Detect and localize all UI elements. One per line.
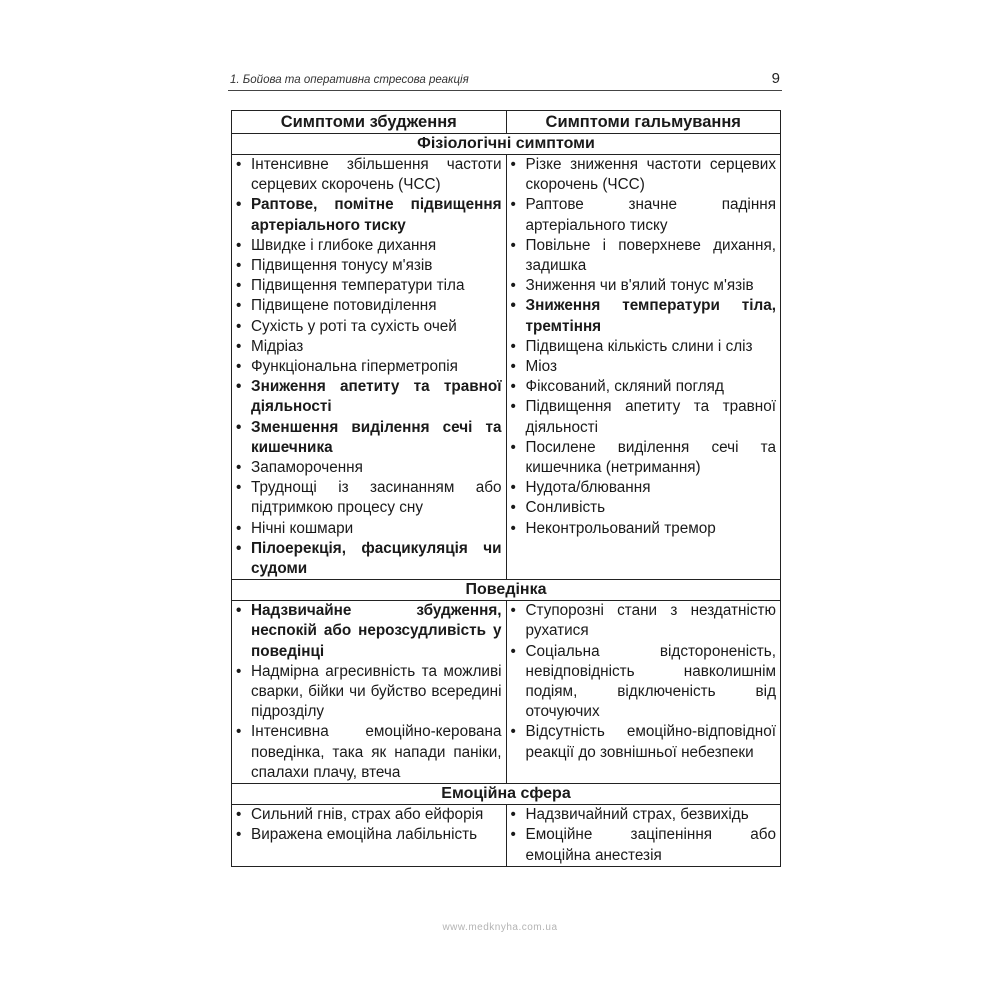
section-title-row <box>232 134 781 155</box>
list-item: • Емоційне заціпеніння або емоційна анестезія <box>510 825 777 865</box>
section-title-emotional: Емоційна сфера <box>232 784 781 805</box>
list-item: • Раптове, помітне підвищення артеріального тиску <box>235 195 502 235</box>
page-number: 9 <box>771 70 780 87</box>
inhibition-cell <box>506 601 781 784</box>
table-row <box>232 805 781 867</box>
list-item: • Функціональна гіперметропія <box>235 357 502 377</box>
list-item: • Підвищення апетиту та травної діяльності <box>510 397 777 437</box>
inhibition-list-emotional <box>507 805 781 866</box>
arousal-list-behavior <box>232 601 506 783</box>
list-item: • Надмірна агресивність та можливі сварки, бійки чи буйство всередині підрозділу <box>235 662 502 723</box>
footer-url: www.medknyha.com.ua <box>442 922 558 933</box>
list-item: • Підвищене потовиділення <box>235 296 502 316</box>
table-row <box>232 601 781 784</box>
list-item: • Підвищення тонусу м'язів <box>235 256 502 276</box>
list-item: • Мідріаз <box>235 337 502 357</box>
list-item: • Посилене виділення сечі та кишечника (нетримання) <box>510 438 777 478</box>
column-header-arousal: Симптоми збудження <box>232 111 507 134</box>
list-item: • Соціальна відстороненість, невідповідність навколишнім подіям, відключеність від оточуючих <box>510 642 777 723</box>
inhibition-list-behavior <box>507 601 781 763</box>
list-item: • Пілоерекція, фасцикуляція чи судоми <box>235 539 502 579</box>
list-item: • Нічні кошмари <box>235 519 502 539</box>
list-item: • Різке зниження частоти серцевих скорочень (ЧСС) <box>510 155 777 195</box>
section-title-physiological: Фізіологічні симптоми <box>232 134 781 155</box>
list-item: • Сонливість <box>510 498 777 518</box>
list-item: • Міоз <box>510 357 777 377</box>
list-item: • Раптове значне падіння артеріального тиску <box>510 195 777 235</box>
inhibition-cell <box>506 155 781 580</box>
list-item: • Зниження апетиту та травної діяльності <box>235 377 502 417</box>
list-item: • Сухість у роті та сухість очей <box>235 317 502 337</box>
list-item: • Інтенсивна емоційно-керована поведінка, така як напади паніки, спалахи плачу, втеча <box>235 722 502 783</box>
list-item: • Зниження чи в'ялий тонус м'язів <box>510 276 777 296</box>
running-head <box>228 72 782 91</box>
arousal-list-physiological <box>232 155 506 579</box>
inhibition-cell <box>506 805 781 867</box>
column-header-inhibition: Симптоми гальмування <box>506 111 781 134</box>
chapter-title: 1. Бойова та оперативна стресова реакція <box>230 74 469 86</box>
list-item: • Виражена емоційна лабільність <box>235 825 502 845</box>
list-item: • Труднощі із засинанням або підтримкою процесу сну <box>235 478 502 518</box>
list-item: • Інтенсивне збільшення частоти серцевих скорочень (ЧСС) <box>235 155 502 195</box>
symptoms-table <box>231 110 781 867</box>
list-item: • Відсутність емоційно-відповідної реакції до зовнішньої небезпеки <box>510 722 777 762</box>
section-title-row <box>232 784 781 805</box>
list-item: • Ступорозні стани з нездатністю рухатися <box>510 601 777 641</box>
list-item: • Запаморочення <box>235 458 502 478</box>
list-item: • Сильний гнів, страх або ейфорія <box>235 805 502 825</box>
list-item: • Повільне і поверхневе дихання, задишка <box>510 236 777 276</box>
list-item: • Швидке і глибоке дихання <box>235 236 502 256</box>
list-item: • Підвищена кількість слини і сліз <box>510 337 777 357</box>
section-title-row <box>232 580 781 601</box>
arousal-cell <box>232 601 507 784</box>
list-item: • Підвищення температури тіла <box>235 276 502 296</box>
list-item: • Неконтрольований тремор <box>510 519 777 539</box>
table-row <box>232 155 781 580</box>
arousal-list-emotional <box>232 805 506 845</box>
inhibition-list-physiological <box>507 155 781 539</box>
arousal-cell <box>232 155 507 580</box>
section-title-behavior: Поведінка <box>232 580 781 601</box>
list-item: • Зменшення виділення сечі та кишечника <box>235 418 502 458</box>
table-header-row <box>232 111 781 134</box>
list-item: • Надзвичайне збудження, неспокій або нерозсудливість у поведінці <box>235 601 502 662</box>
list-item: • Зниження температури тіла, тремтіння <box>510 296 777 336</box>
list-item: • Надзвичайний страх, безвихідь <box>510 805 777 825</box>
arousal-cell <box>232 805 507 867</box>
list-item: • Фіксований, скляний погляд <box>510 377 777 397</box>
list-item: • Нудота/блювання <box>510 478 777 498</box>
